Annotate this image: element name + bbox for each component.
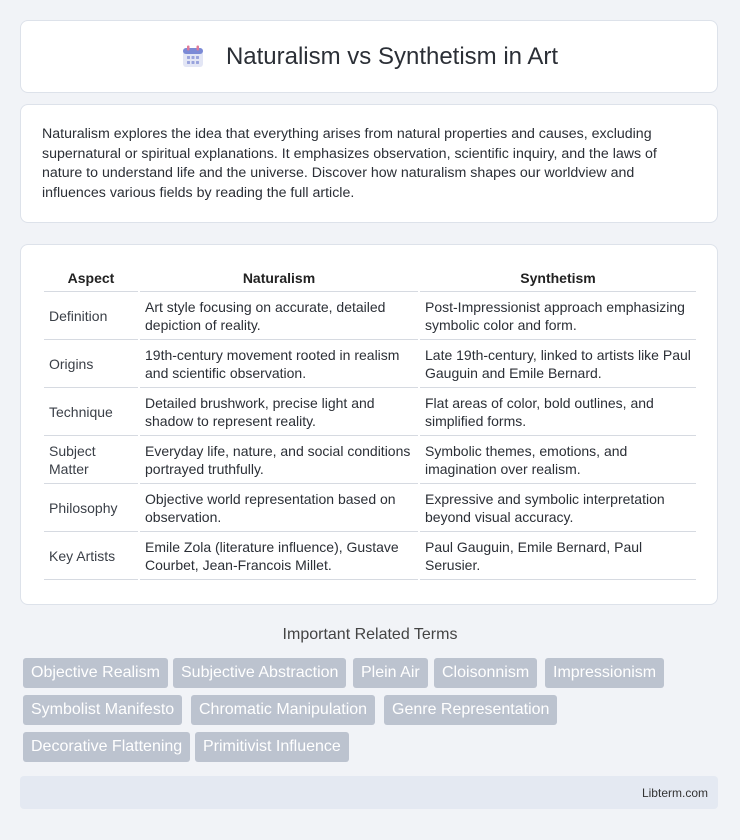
term-tag[interactable]: Objective Realism	[23, 658, 168, 688]
term-tag[interactable]: Decorative Flattening	[23, 732, 190, 762]
term-tag[interactable]: Symbolist Manifesto	[23, 695, 182, 725]
row-aspect: Subject Matter	[44, 436, 138, 484]
header-aspect: Aspect	[44, 265, 138, 292]
row-synthetism: Late 19th-century, linked to artists like Paul Gauguin and Emile Bernard.	[420, 340, 696, 388]
table-row	[44, 292, 696, 340]
term-tag[interactable]: Impressionism	[545, 658, 664, 688]
row-synthetism: Flat areas of color, bold outlines, and simplified forms.	[420, 388, 696, 436]
header-naturalism: Naturalism	[140, 265, 418, 292]
row-aspect: Philosophy	[44, 484, 138, 532]
term-tag[interactable]: Primitivist Influence	[195, 732, 349, 762]
table-row	[44, 484, 696, 532]
header-synthetism: Synthetism	[420, 265, 696, 292]
row-naturalism: Objective world representation based on observation.	[140, 484, 418, 532]
footer-site-link[interactable]: Libterm.com	[641, 785, 708, 800]
related-terms-title: Important Related Terms	[282, 626, 458, 643]
row-synthetism: Symbolic themes, emotions, and imagination over realism.	[420, 436, 696, 484]
term-tag[interactable]: Subjective Abstraction	[173, 658, 346, 688]
row-naturalism: Everyday life, nature, and social conditions portrayed truthfully.	[140, 436, 418, 484]
row-naturalism: Emile Zola (literature influence), Gustave Courbet, Jean-Francois Millet.	[140, 532, 418, 580]
row-naturalism: 19th-century movement rooted in realism and scientific observation.	[140, 340, 418, 388]
row-naturalism: Art style focusing on accurate, detailed depiction of reality.	[140, 292, 418, 340]
comparison-card	[20, 244, 718, 605]
term-tag[interactable]: Genre Representation	[384, 695, 557, 725]
term-tag[interactable]: Cloisonnism	[434, 658, 537, 688]
header-card	[20, 20, 718, 93]
row-synthetism: Post-Impressionist approach emphasizing symbolic color and form.	[420, 292, 696, 340]
row-aspect: Origins	[44, 340, 138, 388]
row-aspect: Definition	[44, 292, 138, 340]
intro-card	[20, 104, 718, 223]
row-naturalism: Detailed brushwork, precise light and shadow to represent reality.	[140, 388, 418, 436]
term-tag[interactable]: Plein Air	[353, 658, 428, 688]
table-row	[44, 388, 696, 436]
row-aspect: Key Artists	[44, 532, 138, 580]
calendar-icon	[180, 44, 206, 70]
comparison-table	[42, 265, 698, 580]
row-aspect: Technique	[44, 388, 138, 436]
term-tag[interactable]: Chromatic Manipulation	[191, 695, 375, 725]
page-title: Naturalism vs Synthetism in Art	[225, 42, 559, 70]
table-row	[44, 436, 696, 484]
intro-text: Naturalism explores the idea that everything arises from natural properties and causes, excluding supernatural or spiritual explanations. It emphasizes observation, scientific inquiry, and the laws of nature to understand life and the universe. Discover how naturalism shapes our worldview and influences various fields by reading the full article.	[42, 126, 657, 201]
table-row	[44, 340, 696, 388]
row-synthetism: Expressive and symbolic interpretation beyond visual accuracy.	[420, 484, 696, 532]
row-synthetism: Paul Gauguin, Emile Bernard, Paul Serusier.	[420, 532, 696, 580]
footer	[20, 776, 718, 809]
table-row	[44, 532, 696, 580]
table-header-row	[44, 265, 696, 292]
